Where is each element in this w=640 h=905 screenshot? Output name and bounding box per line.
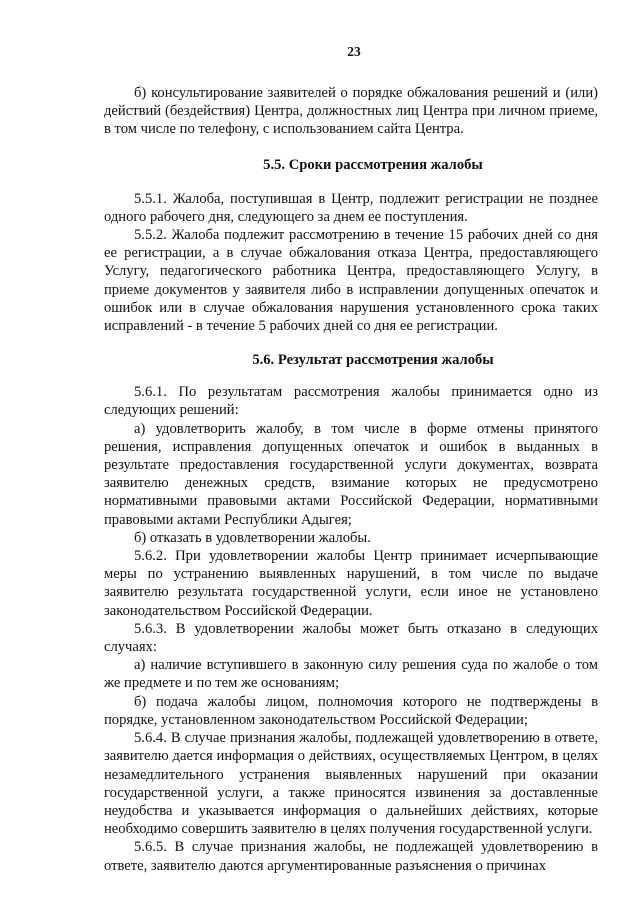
- page-number: 23: [347, 44, 361, 59]
- paragraph-5-6-3-a: а) наличие вступившего в законную силу решения суда по жалобе о том же предмете и по тем же основаниям;: [104, 657, 598, 692]
- paragraph-5-6-2: 5.6.2. При удовлетворении жалобы Центр принимает исчерпывающие меры по устранению выявленных нарушений, в том числе по выдаче заявителю результата государственной услуги, если иное не установлено законодательством Российской Федерации.: [104, 548, 598, 619]
- paragraph-5-6-3: 5.6.3. В удовлетворении жалобы может быть отказано в следующих случаях:: [104, 620, 598, 656]
- paragraph-5-6-3-b: б) подача жалобы лицом, полномочия которого не подтверждены в порядке, установленном законодательством Российской Федерации;: [104, 693, 598, 728]
- paragraph-5-6-1-a: а) удовлетворить жалобу, в том числе в форме отмены принятого решения, исправления допущенных опечаток и ошибок в выданных в результате предоставления государственной услуги документах, возврата заявителю денежных средств, взимание которых не предусмотрено нормативными правовыми актами Российской Федерации, нормативными правовыми актами Республики Адыгея;: [104, 420, 598, 528]
- intro-paragraph: б) консультирование заявителей о порядке обжалования решений и (или) действий (бездействия) Центра, должностных лиц Центра при личном приеме, в том числе по телефону, с использованием сайта Центра.: [104, 85, 598, 138]
- section-5-6-heading: 5.6. Результат рассмотрения жалобы: [252, 352, 494, 369]
- paragraph-5-6-1: 5.6.1. По результатам рассмотрения жалобы принимается одно из следующих решений:: [104, 384, 598, 419]
- paragraph-5-5-1: 5.5.1. Жалоба, поступившая в Центр, подлежит регистрации не позднее одного рабочего дня, следующего за днем ее поступления.: [104, 190, 598, 225]
- paragraph-5-6-5: 5.6.5. В случае признания жалобы, не подлежащей удовлетворению в ответе, заявителю даются аргументированные разъяснения о причинах: [104, 839, 598, 874]
- paragraph-5-6-4: 5.6.4. В случае признания жалобы, подлежащей удовлетворению в ответе, заявителю дается информация о действиях, осуществляемых Центром, в целях незамедлительного устранения выявленных нарушений при оказании государственной услуги, а также приносятся извинения за доставленные неудобства и указывается информация о дальнейших действиях, которые необходимо совершить заявителю в целях получения государственной услуги.: [104, 730, 598, 838]
- paragraph-5-5-2: 5.5.2. Жалоба подлежит рассмотрению в течение 15 рабочих дней со дня ее регистрации, а в случае обжалования отказа Центра, предоставляющего Услугу, педагогического работника Центра, предоставляющего Услугу, в приеме документов у заявителя либо в исправлении допущенных опечаток и ошибок или в случае обжалования нарушения установленного срока таких исправлений - в течение 5 рабочих дней со дня ее регистрации.: [104, 227, 598, 335]
- section-5-5-heading: 5.5. Сроки рассмотрения жалобы: [263, 156, 483, 173]
- paragraph-5-6-1-b: б) отказать в удовлетворении жалобы.: [134, 529, 371, 546]
